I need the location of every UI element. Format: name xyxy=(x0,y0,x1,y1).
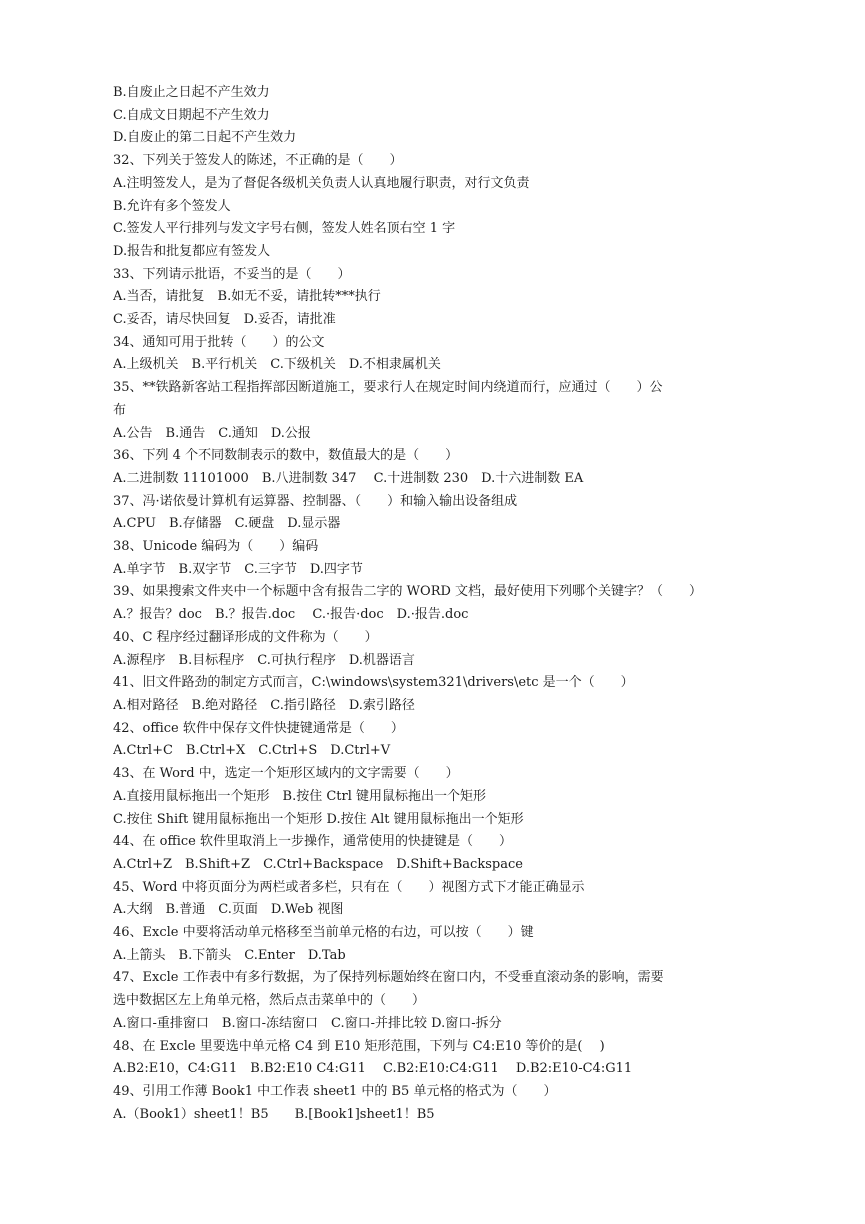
text-line: C.签发人平行排列与发文字号右侧，签发人姓名顶右空 1 字 xyxy=(113,221,456,237)
question-34: 34、通知可用于批转（ ）的公文 xyxy=(113,334,325,350)
question-43: 43、在 Word 中，选定一个矩形区域内的文字需要（ ） xyxy=(113,766,459,782)
document-body xyxy=(113,82,755,1126)
text-line: 布 xyxy=(113,402,127,418)
text-line: A.相对路径 B.绝对路径 C.指引路径 D.索引路径 xyxy=(113,697,415,713)
text-line: C.按住 Shift 键用鼠标拖出一个矩形 D.按住 Alt 键用鼠标拖出一个矩形 xyxy=(113,811,524,827)
question-33: 33、下列请示批语，不妥当的是（ ） xyxy=(113,266,351,282)
text-line: A.当否，请批复 B.如无不妥，请批转***执行 xyxy=(113,289,381,305)
question-41: 41、旧文件路劲的制定方式而言，C:\windows\system321\drivers\etc 是一个（ ） xyxy=(113,675,634,691)
question-36: 36、下列 4 个不同数制表示的数中，数值最大的是（ ） xyxy=(113,448,459,464)
text-line: A.CPU B.存储器 C.硬盘 D.显示器 xyxy=(113,516,341,532)
text-line: A.注明签发人，是为了督促各级机关负责人认真地履行职责，对行文负责 xyxy=(113,175,530,191)
text-line: A.直接用鼠标拖出一个矩形 B.按住 Ctrl 键用鼠标拖出一个矩形 xyxy=(113,788,487,804)
text-line: D.自废止的第二日起不产生效力 xyxy=(113,130,297,146)
text-line: A.Ctrl+C B.Ctrl+X C.Ctrl+S D.Ctrl+V xyxy=(113,743,391,759)
text-line: B.自废止之日起不产生效力 xyxy=(113,85,270,100)
text-line: C.妥否，请尽快回复 D.妥否，请批准 xyxy=(113,312,336,328)
question-46: 46、Excle 中要将活动单元格移至当前单元格的右边，可以按（ ）键 xyxy=(113,925,534,941)
text-line: A.二进制数 11101000 B.八进制数 347 C.十进制数 230 D.十六进制数 EA xyxy=(113,470,584,486)
question-35: 35、**铁路新客站工程指挥部因断道施工，要求行人在规定时间内绕道而行，应通过（ ）公 xyxy=(113,380,663,396)
question-38: 38、Unicode 编码为（ ）编码 xyxy=(113,539,319,555)
question-44: 44、在 office 软件里取消上一步操作，通常使用的快捷键是（ ） xyxy=(113,834,513,850)
question-45: 45、Word 中将页面分为两栏或者多栏，只有在（ ）视图方式下才能正确显示 xyxy=(113,879,585,895)
text-line: A.B2:E10，C4:G11 B.B2:E10 C4:G11 C.B2:E10:C4:G11 D.B2:E10-C4:G11 xyxy=(113,1061,633,1077)
text-line: A.单字节 B.双字节 C.三字节 D.四字节 xyxy=(113,561,363,577)
text-line: D.报告和批复都应有签发人 xyxy=(113,243,271,259)
question-48: 48、在 Excle 里要选中单元格 C4 到 E10 矩形范围，下列与 C4:E10 等价的是( ) xyxy=(113,1038,605,1054)
question-32: 32、下列关于签发人的陈述，不正确的是（ ） xyxy=(113,153,403,169)
text-line: A.源程序 B.目标程序 C.可执行程序 D.机器语言 xyxy=(113,652,415,668)
question-37: 37、冯·诺依曼计算机有运算器、控制器、（ ）和输入输出设备组成 xyxy=(113,493,518,509)
question-49: 49、引用工作薄 Book1 中工作表 sheet1 中的 B5 单元格的格式为（ ） xyxy=(113,1083,557,1099)
text-line: A.窗口-重排窗口 B.窗口-冻结窗口 C.窗口-并排比较 D.窗口-拆分 xyxy=(113,1015,502,1031)
text-line: A.上级机关 B.平行机关 C.下级机关 D.不相隶属机关 xyxy=(113,357,441,373)
text-line: A.上箭头 B.下箭头 C.Enter D.Tab xyxy=(113,947,346,963)
text-line: A.Ctrl+Z B.Shift+Z C.Ctrl+Backspace D.Shift+Backspace xyxy=(113,856,523,872)
text-line: C.自成文日期起不产生效力 xyxy=(113,107,270,123)
text-line: A.大纲 B.普通 C.页面 D.Web 视图 xyxy=(113,902,344,918)
text-line: A.公告 B.通告 C.通知 D.公报 xyxy=(113,425,311,441)
text-line: A.？报告？doc B.？报告.doc C.·报告·doc D.·报告.doc xyxy=(113,607,469,623)
question-42: 42、office 软件中保存文件快捷键通常是（ ） xyxy=(113,720,404,736)
text-line: 选中数据区左上角单元格，然后点击菜单中的（ ） xyxy=(113,993,426,1009)
question-39: 39、如果搜索文件夹中一个标题中含有报告二字的 WORD 文档，最好使用下列哪个关键字？（ ） xyxy=(113,584,703,600)
text-line: B.允许有多个签发人 xyxy=(113,198,231,214)
question-40: 40、C 程序经过翻译形成的文件称为（ ） xyxy=(113,629,378,645)
question-47: 47、Excle 工作表中有多行数据，为了保持列标题始终在窗口内，不受垂直滚动条的影响，需要 xyxy=(113,970,664,986)
text-line: A.（Book1）sheet1！B5 B.[Book1]sheet1！B5 xyxy=(113,1106,435,1122)
